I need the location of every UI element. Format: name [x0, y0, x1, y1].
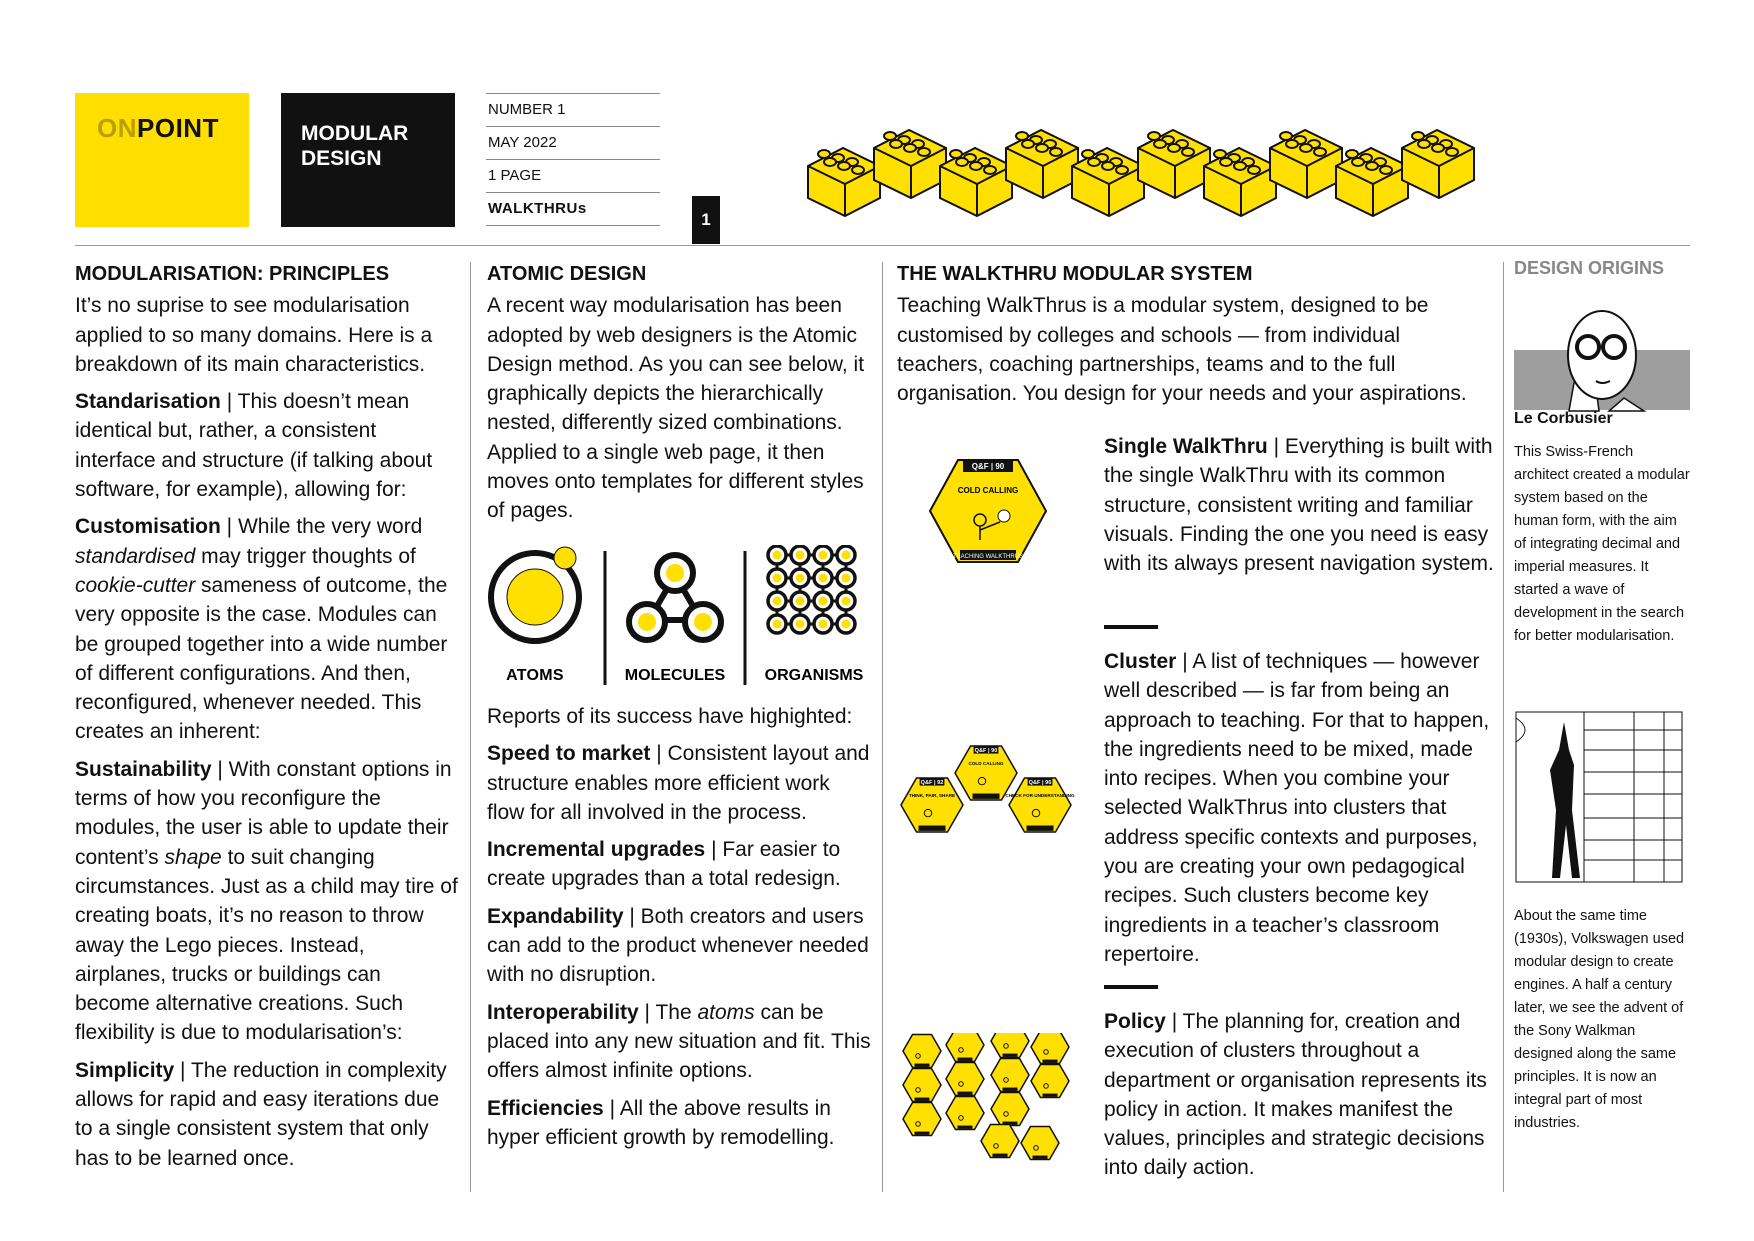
principle-simplicity: Simplicity | The reduction in complexity allows for rapid and easy iterations due to a single consistent system that only has to be learned once.	[75, 1058, 447, 1170]
section-dash	[1104, 985, 1158, 989]
section-dash	[1104, 625, 1158, 629]
principle-customisation: Customisation | While the very word standardised may trigger thoughts of cookie-cutter sameness of outcome, the very opposite is the case. Modules can be grouped together into a wide number of different configurations. And then, reconfigured, whenever needed. This creates an inherent:	[75, 515, 448, 744]
cluster-hexagons	[896, 745, 1076, 845]
walkthru-hexagon	[991, 1033, 1029, 1058]
onpoint-logo	[75, 93, 249, 227]
portrait-caption: Le Corbusier	[1514, 410, 1613, 427]
svg-text:THINK, PAIR, SHARE: THINK, PAIR, SHARE	[908, 792, 956, 798]
column-atomic-benefits	[487, 702, 872, 1160]
issue-number: NUMBER 1	[486, 93, 660, 126]
intro-paragraph: Teaching WalkThrus is a modular system, designed to be customised by colleges and schools — from individual teachers, coaching partnerships, teams and to the full organisation. You design for your needs and your aspirations.	[897, 294, 1467, 406]
lego-brick	[1336, 148, 1408, 216]
walkthru-hexagon	[946, 1062, 984, 1095]
svg-text:CHECK FOR UNDERSTANDING: CHECK FOR UNDERSTANDING	[1005, 792, 1075, 798]
walkthru-hexagon	[955, 746, 1017, 800]
modulor-figure	[1514, 710, 1686, 885]
item-cluster: Cluster | A list of techniques — however well described — is far from being an approach to teaching. For that to happen, the ingredients need to be mixed, made into recipes. When you combine your selected WalkThrus into clusters that address specific contexts and purposes, you are creating your own pedagogical recipes. Such clusters become key ingredients in a teacher’s classroom repertoire.	[1104, 650, 1490, 966]
origins-text-1: This Swiss-French architect created a modular system based on the human form, with the aim of integrating decimal and imperial measures. It started a wave of development in the search for better modularisation.	[1514, 444, 1690, 644]
origins-text-2: About the same time (1930s), Volkswagen used modular design to create engines. A half a century later, we see the advent of the Sony Walkman designed along the same principles. It is now an integral part of most industries.	[1514, 908, 1685, 1131]
svg-text:TEACHING WALKTHRUS: TEACHING WALKTHRUS	[952, 554, 1024, 560]
lego-brick	[1138, 130, 1210, 198]
walkthru-hexagon	[991, 1058, 1029, 1091]
section-heading: DESIGN ORIGINS	[1514, 258, 1665, 278]
issue-date: MAY 2022	[486, 126, 660, 159]
walkthru-hexagon	[946, 1033, 984, 1062]
lego-brick	[1006, 130, 1078, 198]
svg-text:COLD CALLING: COLD CALLING	[968, 760, 1004, 766]
benefit-efficiencies: Efficiencies | All the above results in hyper efficient growth by remodelling.	[487, 1096, 835, 1149]
walkthru-hexagon	[946, 1096, 984, 1129]
benefit-expandability: Expandability | Both creators and users can add to the product whenever needed with no disruption.	[487, 904, 869, 987]
walkthru-hexagon	[903, 1034, 941, 1067]
column-atomic-design	[487, 260, 872, 534]
lego-brick	[1204, 148, 1276, 216]
principle-sustainability: Sustainability | With constant options in terms of how you reconfigure the modules, the user is able to update their content’s shape to suit changing circumstances. Just as a child may tire of creating boats, it’s no reason to throw away the Lego pieces. Instead, airplanes, trucks or buildings can become alternative creations. Such flexibility is due to modularisation’s:	[75, 757, 458, 1045]
page-number-badge: 1	[692, 196, 720, 244]
page-title: MODULAR DESIGN	[301, 122, 409, 170]
issue-meta	[486, 93, 660, 226]
svg-text:Q&F | 96: Q&F | 96	[1028, 779, 1052, 786]
benefit-speed: Speed to market | Consistent layout and structure enables more efficient work flow for all involved in the process.	[487, 742, 870, 824]
section-heading: THE WALKTHRU MODULAR SYSTEM	[897, 263, 1253, 285]
single-walkthru-hexagon	[928, 458, 1048, 564]
benefit-incremental: Incremental upgrades | Far easier to create upgrades than a total redesign.	[487, 838, 841, 891]
lego-brick	[874, 130, 946, 198]
svg-text:Q&F | 90: Q&F | 90	[971, 462, 1005, 471]
lego-brick	[1270, 130, 1342, 198]
lego-bricks-illustration	[800, 108, 1520, 218]
walkthru-hexagon	[1021, 1126, 1059, 1159]
lego-brick	[1072, 148, 1144, 216]
reports-line: Reports of its success have highighted:	[487, 705, 853, 728]
walkthru-hexagon	[991, 1092, 1029, 1125]
walkthru-hexagon	[1031, 1033, 1069, 1064]
column-divider	[1503, 262, 1504, 1192]
benefit-interoperability: Interoperability | The atoms can be placed into any new situation and fit. This offers almost infinite options.	[487, 1000, 871, 1083]
column-walkthru-system	[897, 260, 1492, 416]
lego-brick	[1402, 130, 1474, 198]
intro-paragraph: A recent way modularisation has been adopted by web designers is the Atomic Design method. As you can see below, it graphically depicts the hierarchically nested, differently sized combinations. Applied to a single web page, it then moves onto templates for different styles of pages.	[487, 294, 865, 523]
lego-brick	[940, 148, 1012, 216]
walkthru-hexagon	[903, 1068, 941, 1101]
column-principles	[75, 260, 461, 1181]
item-single-walkthru: Single WalkThru | Everything is built with the single WalkThru with its common structure, consistent writing and familiar visuals. Finding the one you need is easy with its always present navigation system.	[1104, 435, 1494, 576]
item-policy: Policy | The planning for, creation and execution of clusters throughout a department or organisation represents its policy in action. It makes manifest the values, principles and strategic decisions into daily action.	[1104, 1010, 1487, 1180]
atom-icon	[491, 547, 579, 641]
header-divider	[75, 245, 1690, 246]
column-divider	[882, 262, 883, 1192]
section-heading: MODULARISATION: PRINCIPLES	[75, 263, 390, 285]
walkthru-hexagon	[981, 1124, 1019, 1157]
le-corbusier-portrait	[1514, 303, 1690, 413]
svg-text:Q&F | 92: Q&F | 92	[920, 779, 944, 786]
organism-icon	[768, 546, 855, 633]
walkthru-hexagon	[1031, 1064, 1069, 1097]
logo-text: ONPOINT	[97, 113, 219, 143]
walkthru-hexagon	[1005, 778, 1075, 832]
icon-label-organisms: ORGANISMS	[764, 667, 864, 684]
principle-standardisation: Standarisation | This doesn’t mean identical but, rather, a consistent interface and structure (if talking about software, for example), allowing for:	[75, 390, 433, 502]
svg-text:Q&F | 90: Q&F | 90	[974, 747, 998, 754]
issue-pages: 1 PAGE	[486, 159, 660, 192]
series-name: WALKTHRUs	[486, 192, 660, 226]
section-heading: ATOMIC DESIGN	[487, 263, 647, 285]
policy-hexagons	[900, 1033, 1070, 1168]
icon-label-atoms: ATOMS	[506, 667, 564, 684]
title-box	[281, 93, 455, 227]
lego-brick	[808, 148, 880, 216]
column-divider	[470, 262, 471, 1192]
svg-text:COLD CALLING: COLD CALLING	[957, 486, 1019, 495]
walkthru-hexagon	[903, 1102, 941, 1135]
icon-label-molecules: MOLECULES	[624, 667, 726, 684]
molecule-icon	[629, 555, 721, 640]
walkthru-hexagon	[901, 778, 963, 832]
atomic-design-diagram	[487, 545, 877, 695]
intro-paragraph: It’s no suprise to see modularisation applied to so many domains. Here is a breakdown of its main characteristics.	[75, 294, 433, 376]
